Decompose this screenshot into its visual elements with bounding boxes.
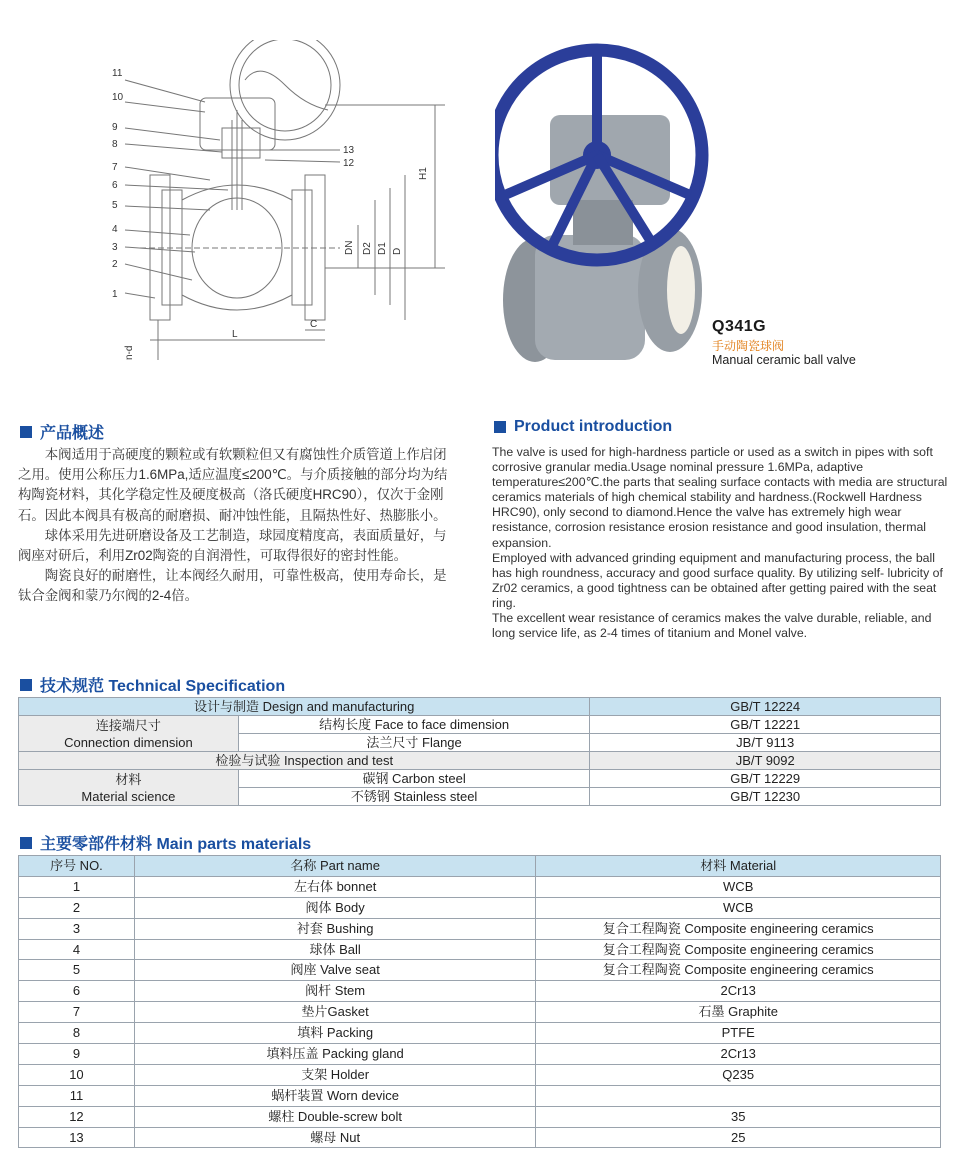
part-no: 7: [19, 1002, 135, 1023]
callout-4: 4: [112, 224, 118, 235]
table-row: [19, 1085, 941, 1106]
spec-inspection-label: 检验与试验 Inspection and test: [19, 752, 590, 770]
part-name: 球体 Ball: [134, 939, 536, 960]
parts-header-no: 序号 NO.: [19, 856, 135, 877]
part-no: 3: [19, 918, 135, 939]
model-name-cn: 手动陶瓷球阀: [712, 339, 785, 353]
part-name: 衬套 Bushing: [134, 918, 536, 939]
table-row: [19, 939, 941, 960]
table-row: [19, 960, 941, 981]
callout-11: 11: [112, 68, 123, 79]
intro-text-en: [492, 445, 954, 641]
part-name: 螺母 Nut: [134, 1127, 536, 1148]
dim-d2: D2: [362, 242, 373, 255]
spec-row-face: [19, 716, 941, 734]
dim-l: L: [232, 329, 238, 340]
part-no: 13: [19, 1127, 135, 1148]
dim-dn: DN: [344, 240, 355, 255]
spec-stainless-label: 不锈钢 Stainless steel: [238, 788, 590, 806]
part-name: 左右体 bonnet: [134, 876, 536, 897]
callout-3: 3: [112, 242, 118, 253]
callout-5: 5: [112, 200, 118, 211]
part-material: 35: [536, 1106, 941, 1127]
parts-body: [19, 876, 941, 1148]
part-no: 1: [19, 876, 135, 897]
intro-cn-p1: 本阀适用于高硬度的颗粒或有软颗粒但又有腐蚀性介质管道上作启闭之用。使用公称压力1.6MPa,适应温度≤200℃。与介质接触的部分均为结构陶瓷材料，其化学稳定性及硬度极高（洛氏硬度HRC90），仅次于金刚石。因此本阀具有极高的耐磨损、耐冲蚀性能，且隔热性好、热膨胀小。: [18, 447, 448, 523]
spec-carbon-value: GB/T 12229: [590, 770, 941, 788]
callout-7: 7: [112, 162, 118, 173]
table-row: [19, 1127, 941, 1148]
spec-heading-text: 技术规范 Technical Specification: [40, 678, 286, 695]
part-no: 5: [19, 960, 135, 981]
table-row: [19, 1044, 941, 1065]
callout-6: 6: [112, 180, 118, 191]
table-row: [19, 1002, 941, 1023]
spec-connection-label: [19, 716, 239, 752]
valve-photo: [495, 20, 725, 375]
spec-row-design: [19, 698, 941, 716]
part-material: 复合工程陶瓷 Composite engineering ceramics: [536, 918, 941, 939]
part-name: 阀体 Body: [134, 897, 536, 918]
spec-material-label-cn: 材料: [115, 771, 142, 787]
part-no: 12: [19, 1106, 135, 1127]
spec-face-label: 结构长度 Face to face dimension: [238, 716, 590, 734]
spec-row-carbon: [19, 770, 941, 788]
part-name: 支架 Holder: [134, 1064, 536, 1085]
part-no: 9: [19, 1044, 135, 1065]
table-row: [19, 876, 941, 897]
parts-heading-text: 主要零部件材料 Main parts materials: [40, 836, 312, 853]
table-row: [19, 897, 941, 918]
callout-13: 13: [343, 145, 355, 156]
part-no: 4: [19, 939, 135, 960]
intro-en-p1: The valve is used for high-hardness particle or used as a switch in pipes with soft corrosive granular media.Usage nominal pressure 1.6MPa, adaptive temperature≤200℃.the parts that sealing surface contacts with media are structural ceramics materials of high chemical stability and hardness.(Rockwell Hardness HRC90), only second to diamond.Hence the valve has extremely high wear resistance, corrosion resistance erosion resistance and good insulation, thermal expansion.: [492, 445, 948, 550]
dim-h1: H1: [418, 167, 429, 180]
part-name: 蜗杆装置 Worn device: [134, 1085, 536, 1106]
spec-material-label-en: Material science: [81, 788, 176, 804]
part-material: 2Cr13: [536, 1044, 941, 1065]
callout-10: 10: [112, 92, 124, 103]
table-row: [19, 1023, 941, 1044]
dim-d: D: [392, 247, 403, 255]
intro-text-cn: [18, 445, 456, 607]
part-no: 6: [19, 981, 135, 1002]
square-bullet-icon: [20, 679, 32, 691]
part-name: 垫片Gasket: [134, 1002, 536, 1023]
spec-face-value: GB/T 12221: [590, 716, 941, 734]
dim-d1: D1: [377, 242, 388, 255]
valve-section-drawing: [100, 40, 480, 370]
part-no: 8: [19, 1023, 135, 1044]
intro-cn-p2: 球体采用先进研磨设备及工艺制造，球园度精度高，表面质量好，与阀座对研后，利用Zr02陶瓷的自润滑性，可取得很好的密封性能。: [18, 527, 447, 564]
spec-connection-label-cn: 连接端尺寸: [95, 717, 161, 733]
table-row: [19, 918, 941, 939]
part-material: Q235: [536, 1064, 941, 1085]
part-material: 2Cr13: [536, 981, 941, 1002]
part-name: 阀座 Valve seat: [134, 960, 536, 981]
part-name: 填料压盖 Packing gland: [134, 1044, 536, 1065]
spec-table: [18, 697, 941, 806]
spec-heading: [20, 673, 285, 696]
square-bullet-icon: [494, 421, 506, 433]
intro-en-p2: Employed with advanced grinding equipment and manufacturing process, the ball has high roundness, accuracy and good surface quality. By utilizing self- lubricity of Zr02 ceramics, a good tightness can be obtained after getting paired with the seat ring.: [492, 550, 943, 610]
table-row: [19, 981, 941, 1002]
part-material: [536, 1085, 941, 1106]
part-material: 复合工程陶瓷 Composite engineering ceramics: [536, 939, 941, 960]
part-name: 填料 Packing: [134, 1023, 536, 1044]
spec-row-inspection: [19, 752, 941, 770]
square-bullet-icon: [20, 426, 32, 438]
dim-nd: n-d: [124, 345, 135, 360]
callout-8: 8: [112, 139, 118, 150]
spec-carbon-label: 碳钢 Carbon steel: [238, 770, 590, 788]
model-code: Q341G: [712, 318, 767, 335]
intro-cn-p3: 陶瓷良好的耐磨性，让本阀经久耐用，可靠性极高，使用寿命长，是钛合金阀和蒙乃尔阀的2-4倍。: [18, 568, 447, 604]
callout-12: 12: [343, 158, 355, 169]
spec-flange-value: JB/T 9113: [590, 734, 941, 752]
table-row: [19, 1106, 941, 1127]
part-material: WCB: [536, 897, 941, 918]
spec-connection-label-en: Connection dimension: [64, 734, 193, 750]
parts-table: [18, 855, 941, 1148]
parts-header-row: [19, 856, 941, 877]
model-name-en: Manual ceramic ball valve: [712, 353, 856, 367]
intro-heading-en-text: Product introduction: [514, 418, 673, 435]
callout-9: 9: [112, 122, 118, 133]
intro-heading-cn: [20, 420, 104, 443]
parts-header-name: 名称 Part name: [134, 856, 536, 877]
dim-c: C: [310, 319, 318, 330]
spec-design-label: 设计与制造 Design and manufacturing: [19, 698, 590, 716]
callout-2: 2: [112, 259, 118, 270]
part-material: PTFE: [536, 1023, 941, 1044]
spec-design-value: GB/T 12224: [590, 698, 941, 716]
spec-inspection-value: JB/T 9092: [590, 752, 941, 770]
intro-heading-cn-text: 产品概述: [40, 425, 105, 442]
parts-header-material: 材料 Material: [536, 856, 941, 877]
square-bullet-icon: [20, 837, 32, 849]
part-no: 10: [19, 1064, 135, 1085]
part-material: 石墨 Graphite: [536, 1002, 941, 1023]
parts-heading: [20, 831, 311, 854]
part-material: 25: [536, 1127, 941, 1148]
table-row: [19, 1064, 941, 1085]
part-material: WCB: [536, 876, 941, 897]
intro-en-p3: The excellent wear resistance of ceramics makes the valve durable, reliable, and long service life, as 2-4 times of titanium and Monel valve.: [492, 611, 932, 641]
part-name: 阀杆 Stem: [134, 981, 536, 1002]
part-no: 2: [19, 897, 135, 918]
part-no: 11: [19, 1085, 135, 1106]
intro-heading-en: [494, 418, 672, 436]
spec-flange-label: 法兰尺寸 Flange: [238, 734, 590, 752]
spec-stainless-value: GB/T 12230: [590, 788, 941, 806]
spec-material-label: [19, 770, 239, 806]
part-material: 复合工程陶瓷 Composite engineering ceramics: [536, 960, 941, 981]
callout-1: 1: [112, 289, 118, 300]
part-name: 螺柱 Double-screw bolt: [134, 1106, 536, 1127]
